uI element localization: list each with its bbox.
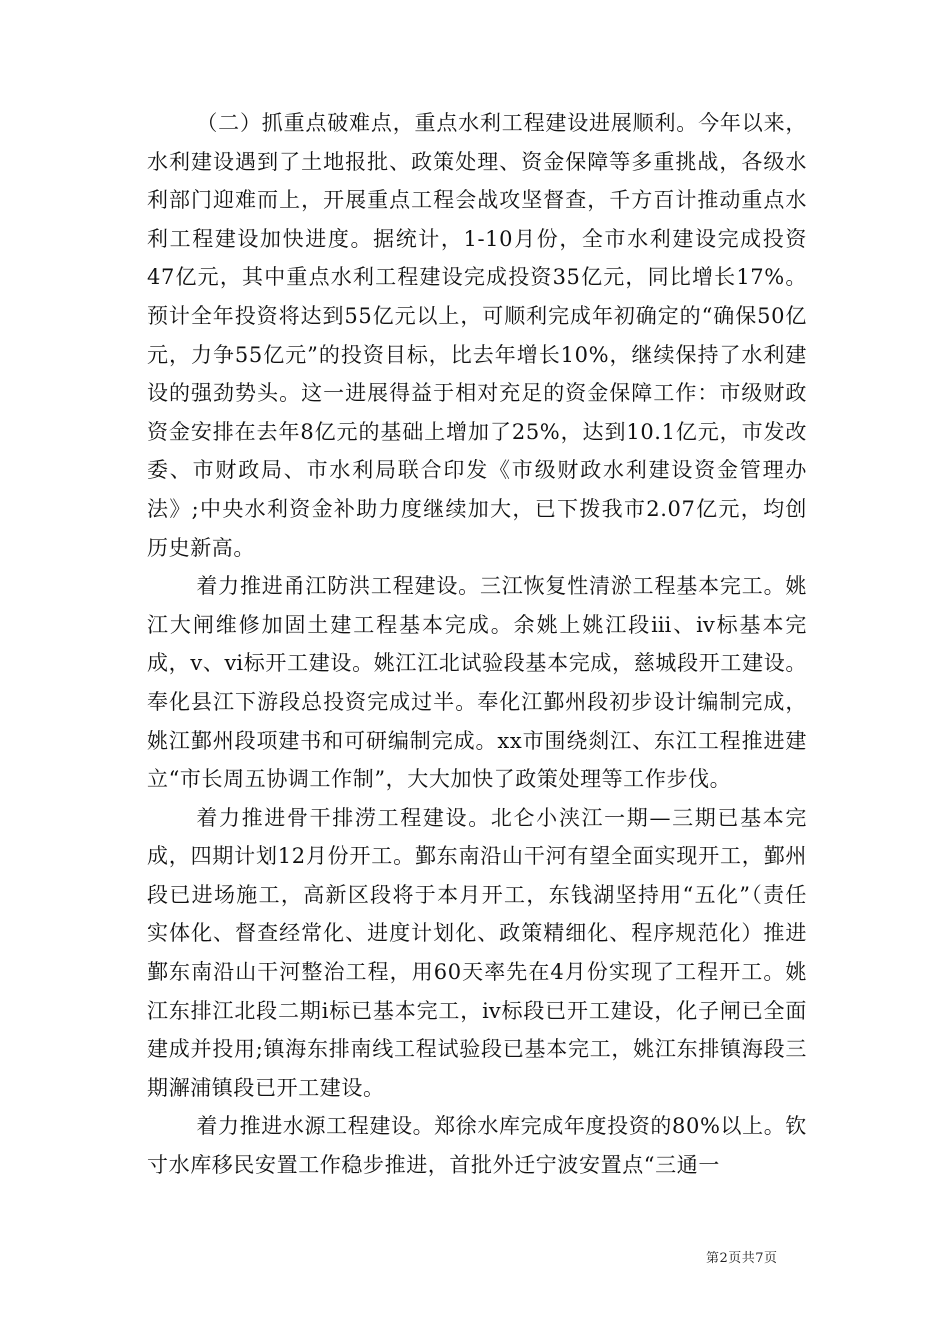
paragraph-drainage: 着力推进骨干排涝工程建设。北仑小浃江一期—三期已基本完成，四期计划12月份开工。鄞东南沿山干河有望全面实现开工，鄞州段已进场施工，高新区段将于本月开工，东钱湖坚持用“五化”（责任实体化、督查经常化、进度计划化、政策精细化、程序规范化）推进鄞东南沿山干河整治工程，用60天率先在4月份实现了工程开工。姚江东排江北段二期ⅰ标已基本完工，ⅳ标段已开工建设，化子闸已全面建成并投用;镇海东排南线工程试验段已基本完工，姚江东排镇海段三期澥浦镇段已开工建设。 [147,805,807,1100]
paragraph-flood-control: 着力推进甬江防洪工程建设。三江恢复性清淤工程基本完工。姚江大闸维修加固土建工程基本完成。余姚上姚江段ⅲ、ⅳ标基本完成，ⅴ、ⅵ标开工建设。姚江江北试验段基本完成，慈城段开工建设。奉化县江下游段总投资完成过半。奉化江鄞州段初步设计编制完成，姚江鄞州段项建书和可研编制完成。xx市围绕剡江、东江工程推进建立“市长周五协调工作制”，大大加快了政策处理等工作步伐。 [147,574,807,792]
document-body [147,104,807,1185]
paragraph-key-projects: （二）抓重点破难点，重点水利工程建设进展顺利。今年以来，水利建设遇到了土地报批、政策处理、资金保障等多重挑战，各级水利部门迎难而上，开展重点工程会战攻坚督查，千方百计推动重点水利工程建设加快进度。据统计，1-10月份，全市水利建设完成投资47亿元，其中重点水利工程建设完成投资35亿元，同比增长17%。预计全年投资将达到55亿元以上，可顺利完成年初确定的“确保50亿元，力争55亿元”的投资目标，比去年增长10%，继续保持了水利建设的强劲势头。这一进展得益于相对充足的资金保障工作：市级财政资金安排在去年8亿元的基础上增加了25%，达到10.1亿元，市发改委、市财政局、市水利局联合印发《市级财政水利建设资金管理办法》;中央水利资金补助力度继续加大，已下拨我市2.07亿元，均创历史新高。 [147,111,807,560]
page-number-footer: 第2页共7页 [706,1251,778,1266]
paragraph-water-source: 着力推进水源工程建设。郑徐水库完成年度投资的80%以上。钦寸水库移民安置工作稳步推进，首批外迁宁波安置点“三通一 [147,1114,807,1178]
